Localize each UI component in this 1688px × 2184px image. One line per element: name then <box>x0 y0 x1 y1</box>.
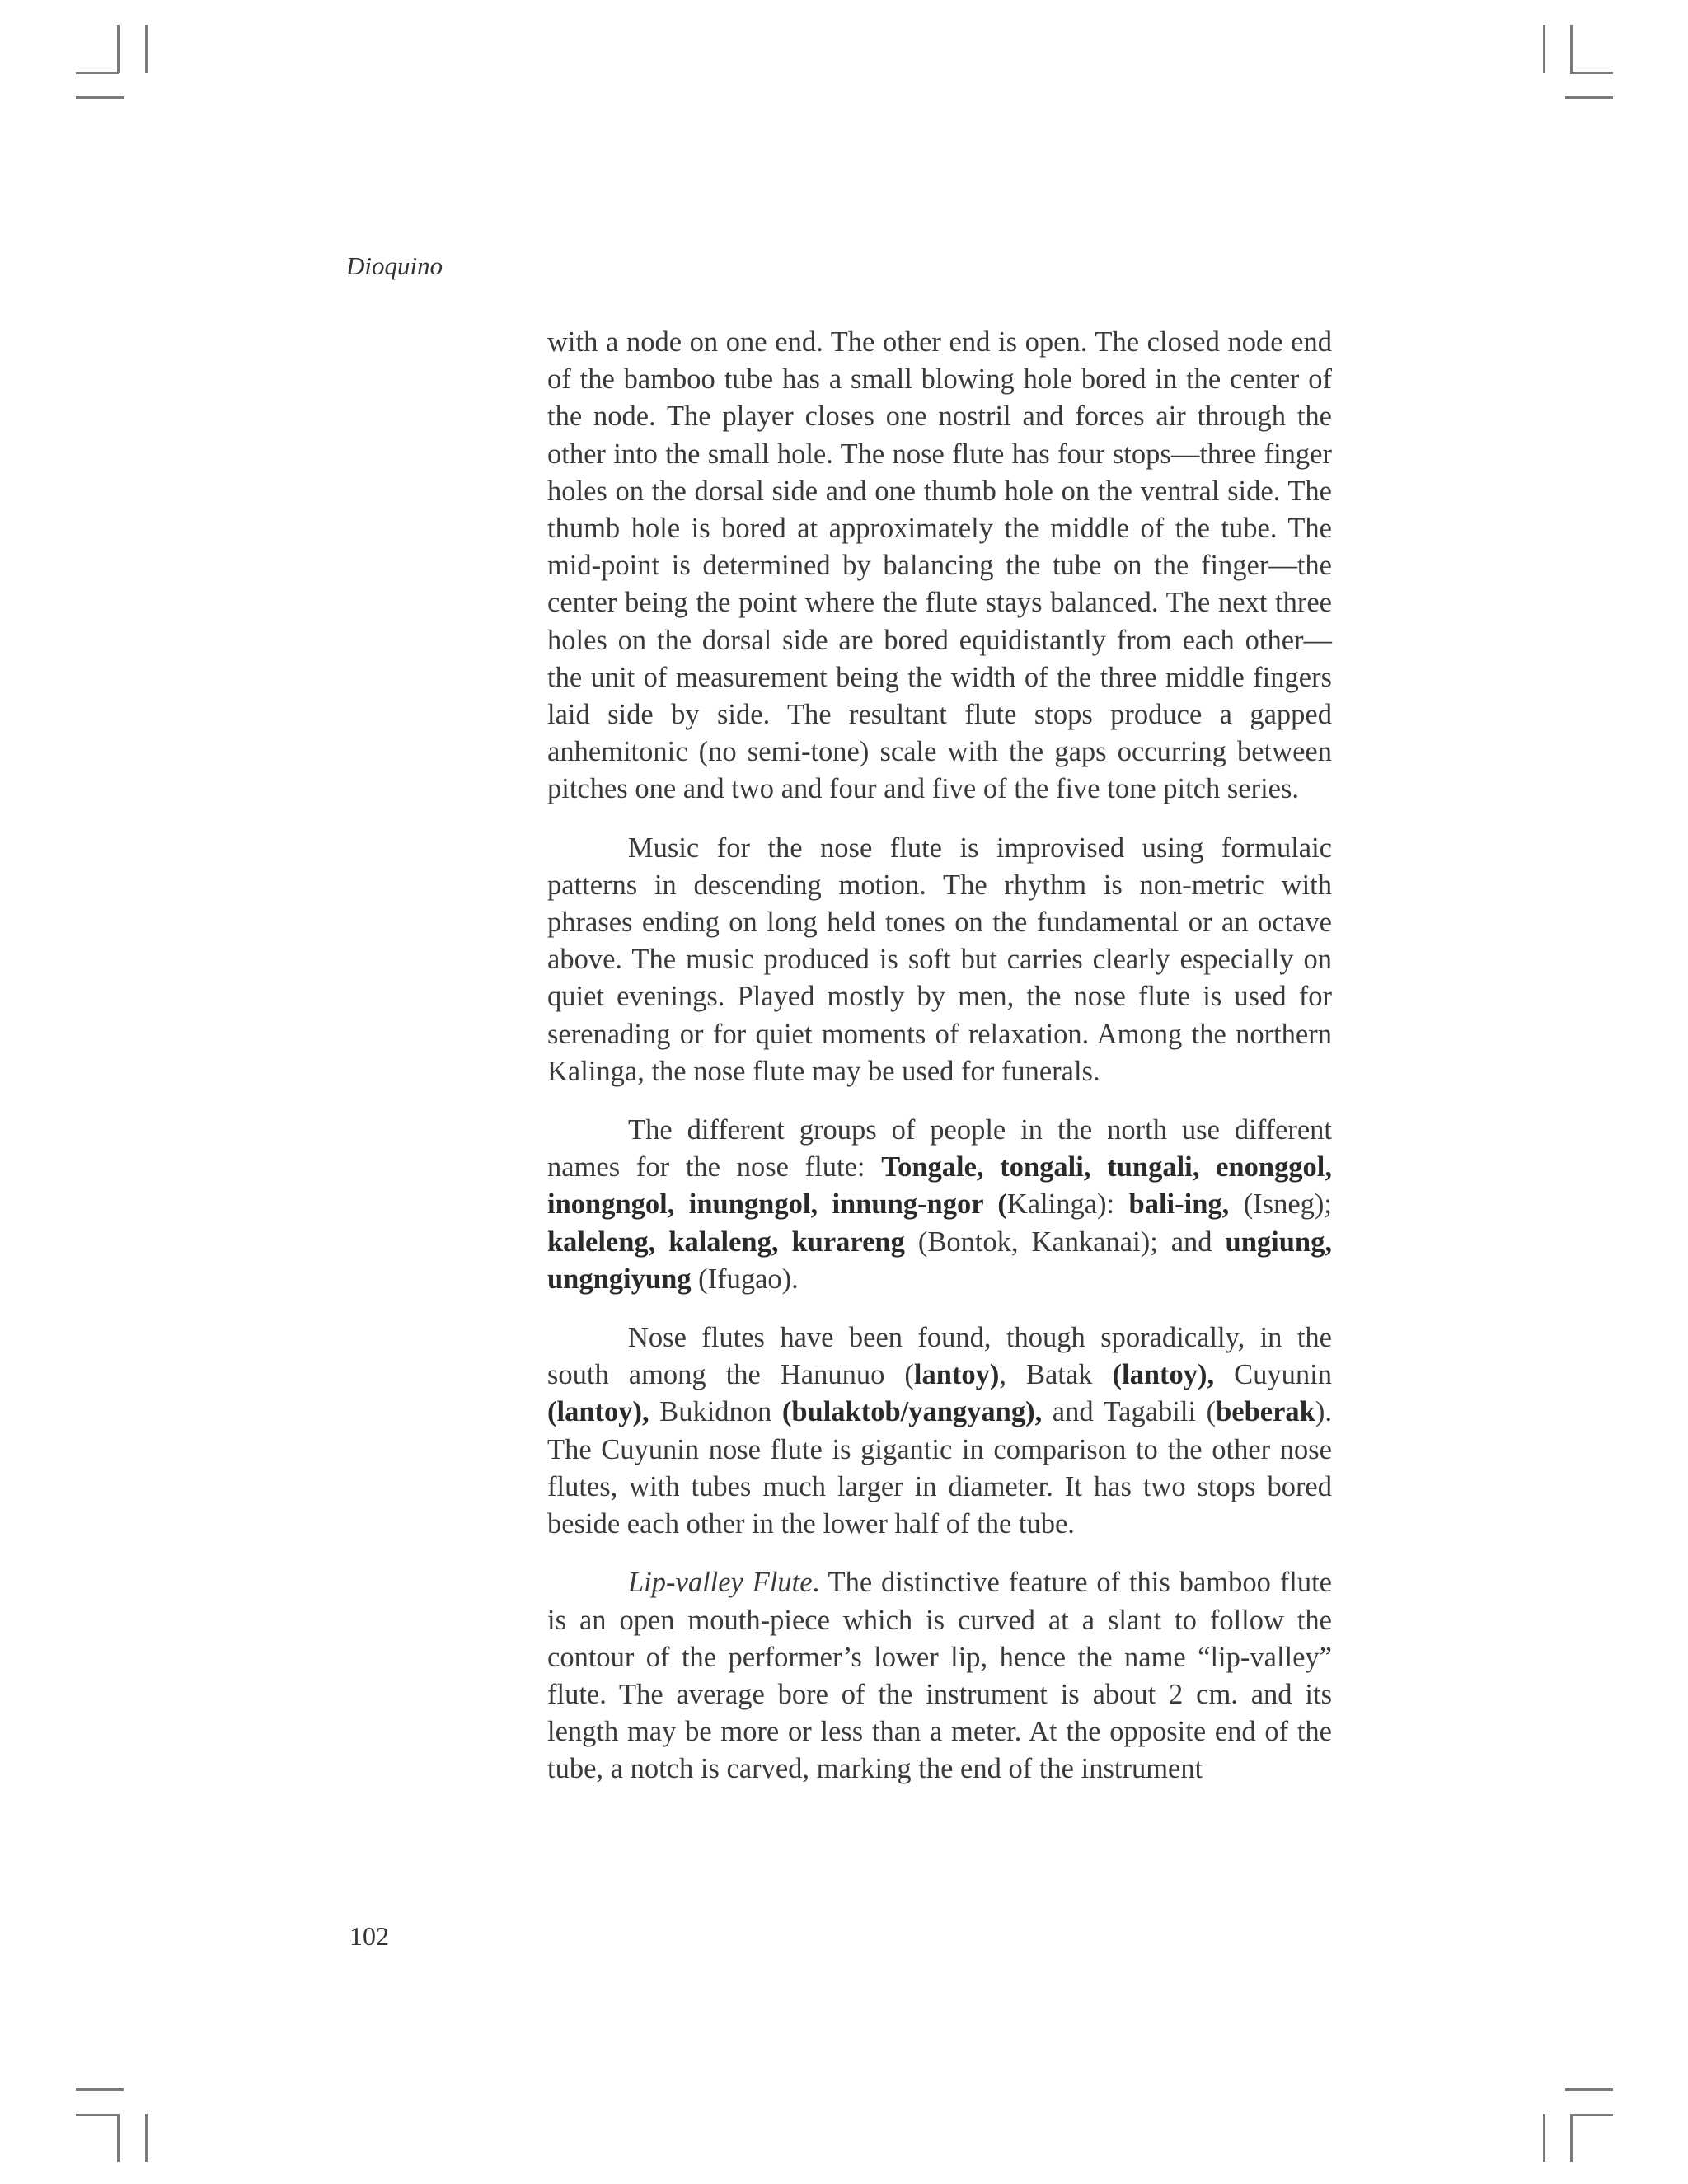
p4-bold-4: (bulaktob/yangyang), <box>781 1396 1043 1428</box>
p3-bold-3: kaleleng, kalaleng, kurareng <box>547 1226 905 1258</box>
running-head: Dioquino <box>346 251 443 280</box>
p3-text-3: (Isneg); <box>1229 1188 1332 1221</box>
crop-mark-top-right-vertical-1 <box>1543 25 1545 73</box>
crop-mark-top-right-horizontal-1 <box>1570 72 1613 74</box>
crop-mark-bottom-left-horizontal-1 <box>76 2088 124 2091</box>
crop-mark-bottom-left-horizontal-2 <box>76 2114 119 2116</box>
p4-text-6: ). The Cuyunin nose flute is gigantic in comparison to the other nose flutes, with tubes much larger in diameter. It has two stops bored beside each other in the lower half of the tube. <box>547 1396 1332 1540</box>
crop-mark-bottom-right-horizontal-1 <box>1565 2088 1613 2091</box>
p3-bold-1: Tongale, tongali, tungali, enonggol, inongngol, inungngol, innung-ngor ( <box>547 1151 1332 1221</box>
p3-bold-4: ungiung, ungngiyung <box>547 1226 1332 1295</box>
p5-text-1: . The distinctive feature of this bamboo flute is an open mouth-piece which is curved at a slant to follow the contour of the performer’s lower lip, hence the name “lip-valley” flute. The average bore of the instrument is about 2 cm. and its length may be more or less than a meter. At the opposite end of the tube, a notch is carved, marking the end of the instrument <box>547 1567 1332 1785</box>
p3-text-2: Kalinga): <box>1006 1188 1129 1221</box>
crop-mark-bottom-left-vertical-1 <box>117 2114 120 2162</box>
crop-mark-top-left-vertical-2 <box>145 25 148 73</box>
page-number: 102 <box>349 1921 389 1951</box>
paragraph-5 <box>547 1564 1332 1788</box>
paragraph-4 <box>547 1319 1332 1543</box>
p3-bold-2: bali-ing, <box>1128 1188 1230 1221</box>
p4-text-2: , Batak <box>999 1359 1113 1391</box>
paragraph-1: with a node on one end. The other end is open. The closed node end of the bamboo tube has a small blowing hole bored in the center of the node. The player closes one nostril and forces air through the other into the small hole. The nose flute has four stops—three finger holes on the dorsal side and one thumb hole on the ventral side. The thumb hole is bored at approximately the middle of the tube. The mid-point is determined by balancing the tube on the finger—the center being the point where the flute stays balanced. The next three holes on the dorsal side are bored equidistantly from each other—the unit of measurement being the width of the three middle fingers laid side by side. The resultant flute stops produce a gapped anhemitonic (no semi-tone) scale with the gaps occurring between pitches one and two and four and five of the five tone pitch series. <box>547 326 1332 805</box>
p3-text-4: (Bontok, Kankanai); and <box>904 1226 1226 1258</box>
p4-text-1: Nose flutes have been found, though sporadically, in the south among the Hanunuo ( <box>547 1322 1332 1391</box>
paragraph-2: Music for the nose flute is improvised using formulaic patterns in descending motion. The rhythm is non-metric with phrases ending on long held tones on the fundamental or an octave above. The music produced is soft but carries clearly especially on quiet evenings. Played mostly by men, the nose flute is used for serenading or for quiet moments of relaxation. Among the northern Kalinga, the nose flute may be used for funerals. <box>547 832 1332 1087</box>
p4-text-3: Cuyunin <box>1214 1359 1332 1391</box>
p5-italic-heading: Lip-valley Flute <box>628 1567 813 1599</box>
crop-mark-bottom-left-vertical-2 <box>145 2114 148 2162</box>
crop-mark-bottom-right-vertical-2 <box>1570 2114 1573 2162</box>
crop-mark-bottom-right-vertical-1 <box>1543 2114 1545 2162</box>
p3-text-5: (Ifugao). <box>691 1263 799 1295</box>
crop-mark-top-right-vertical-2 <box>1570 25 1573 73</box>
crop-mark-top-right-horizontal-2 <box>1565 96 1613 99</box>
crop-mark-top-left-vertical-1 <box>117 25 120 73</box>
crop-mark-top-left-horizontal-1 <box>76 72 119 74</box>
p4-text-4: Bukidnon <box>649 1396 782 1428</box>
paragraph-3 <box>547 1112 1332 1298</box>
p4-text-5: and Tagabili ( <box>1042 1396 1217 1428</box>
crop-mark-bottom-right-horizontal-2 <box>1570 2114 1613 2116</box>
crop-mark-top-left-horizontal-2 <box>76 96 124 99</box>
p3-text-1: The different groups of people in the north use different names for the nose flute: <box>547 1114 1332 1183</box>
p4-bold-3: (lantoy), <box>547 1396 649 1428</box>
body-text <box>547 324 1332 1810</box>
p4-bold-1: lantoy) <box>913 1359 1000 1391</box>
p4-bold-2: (lantoy), <box>1112 1359 1215 1391</box>
p4-bold-5: beberak <box>1216 1396 1315 1428</box>
